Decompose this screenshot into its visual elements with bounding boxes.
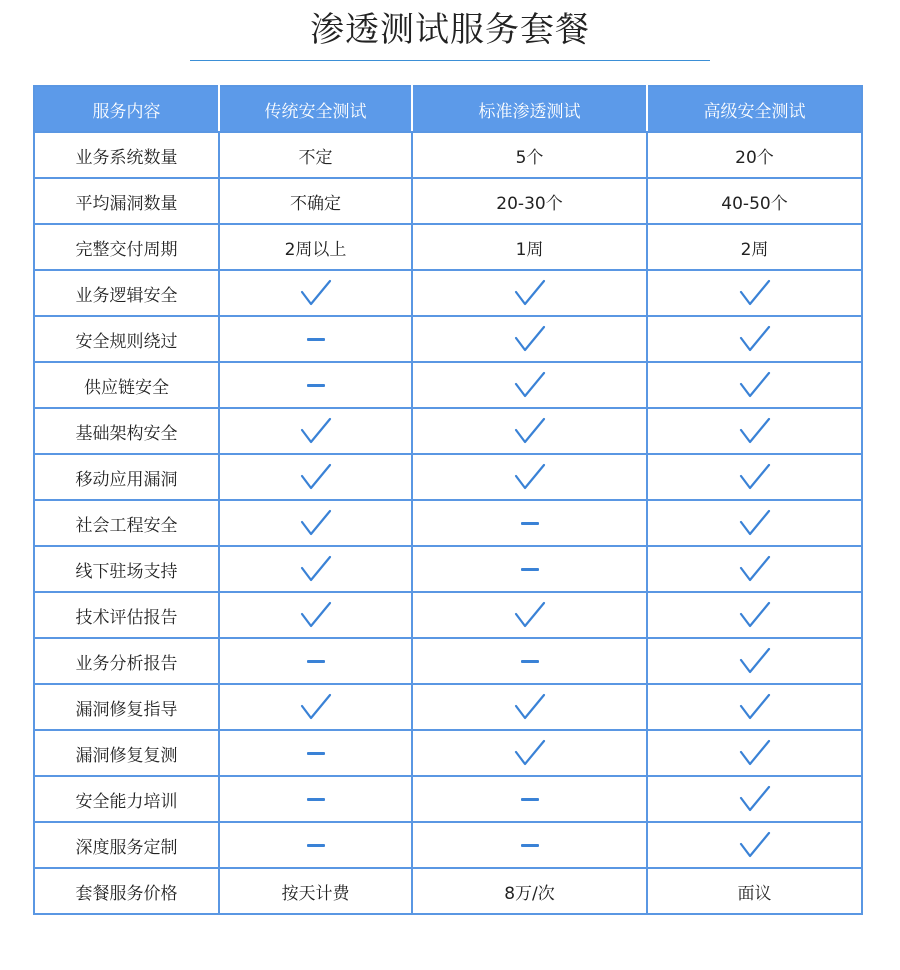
cell-standard (412, 362, 647, 408)
check-icon (299, 415, 333, 447)
check-icon (513, 691, 547, 723)
cell-traditional (219, 500, 412, 546)
check-icon (738, 277, 772, 309)
row-label: 漏洞修复复测 (34, 730, 219, 776)
dash-icon (307, 798, 325, 801)
cell-standard (412, 270, 647, 316)
row-label: 移动应用漏洞 (34, 454, 219, 500)
dash-icon (307, 660, 325, 663)
cell-traditional (219, 638, 412, 684)
check-icon (738, 829, 772, 861)
row-label: 社会工程安全 (34, 500, 219, 546)
table-row (34, 362, 862, 408)
page-title: 渗透测试服务套餐 (310, 10, 590, 50)
cell-advanced (647, 500, 862, 546)
table-row (34, 730, 862, 776)
header-advanced-test: 高级安全测试 (647, 86, 862, 132)
table-row (34, 132, 862, 178)
cell-traditional (219, 730, 412, 776)
check-icon (513, 461, 547, 493)
package-comparison-table (33, 85, 863, 915)
cell-standard (412, 592, 647, 638)
dash-icon (521, 798, 539, 801)
check-icon (513, 737, 547, 769)
check-icon (738, 323, 772, 355)
header-traditional-test: 传统安全测试 (219, 86, 412, 132)
row-label: 安全能力培训 (34, 776, 219, 822)
dash-icon (307, 844, 325, 847)
table-row (34, 546, 862, 592)
cell-advanced (647, 270, 862, 316)
row-label: 套餐服务价格 (34, 868, 219, 914)
table-row (34, 270, 862, 316)
dash-icon (521, 660, 539, 663)
row-label: 供应链安全 (34, 362, 219, 408)
cell-advanced: 40-50个 (647, 178, 862, 224)
check-icon (513, 369, 547, 401)
cell-traditional (219, 546, 412, 592)
row-label: 业务分析报告 (34, 638, 219, 684)
table-header-row (34, 86, 862, 132)
cell-standard (412, 822, 647, 868)
cell-standard (412, 454, 647, 500)
table-row (34, 592, 862, 638)
cell-standard (412, 546, 647, 592)
cell-traditional (219, 684, 412, 730)
cell-traditional: 不定 (219, 132, 412, 178)
row-label: 平均漏洞数量 (34, 178, 219, 224)
cell-advanced (647, 730, 862, 776)
cell-advanced: 2周 (647, 224, 862, 270)
cell-traditional (219, 592, 412, 638)
row-label: 完整交付周期 (34, 224, 219, 270)
row-label: 深度服务定制 (34, 822, 219, 868)
row-label: 线下驻场支持 (34, 546, 219, 592)
cell-advanced (647, 408, 862, 454)
row-label: 基础架构安全 (34, 408, 219, 454)
cell-traditional (219, 822, 412, 868)
cell-standard (412, 316, 647, 362)
cell-advanced (647, 316, 862, 362)
table-row (34, 684, 862, 730)
table-row (34, 500, 862, 546)
table-row (34, 776, 862, 822)
check-icon (738, 553, 772, 585)
row-label: 业务系统数量 (34, 132, 219, 178)
check-icon (738, 369, 772, 401)
table-row (34, 178, 862, 224)
cell-standard (412, 684, 647, 730)
check-icon (299, 277, 333, 309)
dash-icon (307, 384, 325, 387)
cell-traditional (219, 316, 412, 362)
check-icon (738, 691, 772, 723)
cell-advanced (647, 362, 862, 408)
cell-traditional (219, 408, 412, 454)
cell-advanced (647, 546, 862, 592)
check-icon (513, 415, 547, 447)
check-icon (513, 277, 547, 309)
cell-advanced (647, 684, 862, 730)
check-icon (738, 783, 772, 815)
check-icon (299, 461, 333, 493)
cell-standard: 20-30个 (412, 178, 647, 224)
dash-icon (521, 522, 539, 525)
check-icon (513, 599, 547, 631)
title-underline (190, 60, 710, 61)
header-standard-pentest: 标准渗透测试 (412, 86, 647, 132)
check-icon (738, 599, 772, 631)
check-icon (299, 599, 333, 631)
check-icon (513, 323, 547, 355)
cell-traditional: 2周以上 (219, 224, 412, 270)
cell-standard (412, 408, 647, 454)
cell-traditional (219, 454, 412, 500)
cell-standard (412, 776, 647, 822)
table-row (34, 868, 862, 914)
row-label: 漏洞修复指导 (34, 684, 219, 730)
check-icon (738, 737, 772, 769)
cell-standard: 8万/次 (412, 868, 647, 914)
table-body (34, 132, 862, 914)
cell-advanced: 面议 (647, 868, 862, 914)
cell-advanced (647, 776, 862, 822)
cell-advanced: 20个 (647, 132, 862, 178)
cell-traditional (219, 270, 412, 316)
cell-advanced (647, 592, 862, 638)
check-icon (738, 415, 772, 447)
check-icon (738, 507, 772, 539)
cell-advanced (647, 822, 862, 868)
dash-icon (521, 568, 539, 571)
header-service-content: 服务内容 (34, 86, 219, 132)
row-label: 业务逻辑安全 (34, 270, 219, 316)
check-icon (299, 691, 333, 723)
dash-icon (521, 844, 539, 847)
dash-icon (307, 752, 325, 755)
cell-advanced (647, 454, 862, 500)
row-label: 安全规则绕过 (34, 316, 219, 362)
check-icon (738, 645, 772, 677)
check-icon (299, 507, 333, 539)
table-row (34, 408, 862, 454)
cell-traditional: 不确定 (219, 178, 412, 224)
cell-traditional: 按天计费 (219, 868, 412, 914)
row-label: 技术评估报告 (34, 592, 219, 638)
table-row (34, 638, 862, 684)
table-row (34, 822, 862, 868)
cell-traditional (219, 362, 412, 408)
dash-icon (307, 338, 325, 341)
cell-standard: 1周 (412, 224, 647, 270)
cell-standard (412, 500, 647, 546)
cell-standard (412, 730, 647, 776)
cell-advanced (647, 638, 862, 684)
check-icon (299, 553, 333, 585)
cell-traditional (219, 776, 412, 822)
cell-standard: 5个 (412, 132, 647, 178)
check-icon (738, 461, 772, 493)
table-row (34, 316, 862, 362)
table-row (34, 224, 862, 270)
cell-standard (412, 638, 647, 684)
table-row (34, 454, 862, 500)
